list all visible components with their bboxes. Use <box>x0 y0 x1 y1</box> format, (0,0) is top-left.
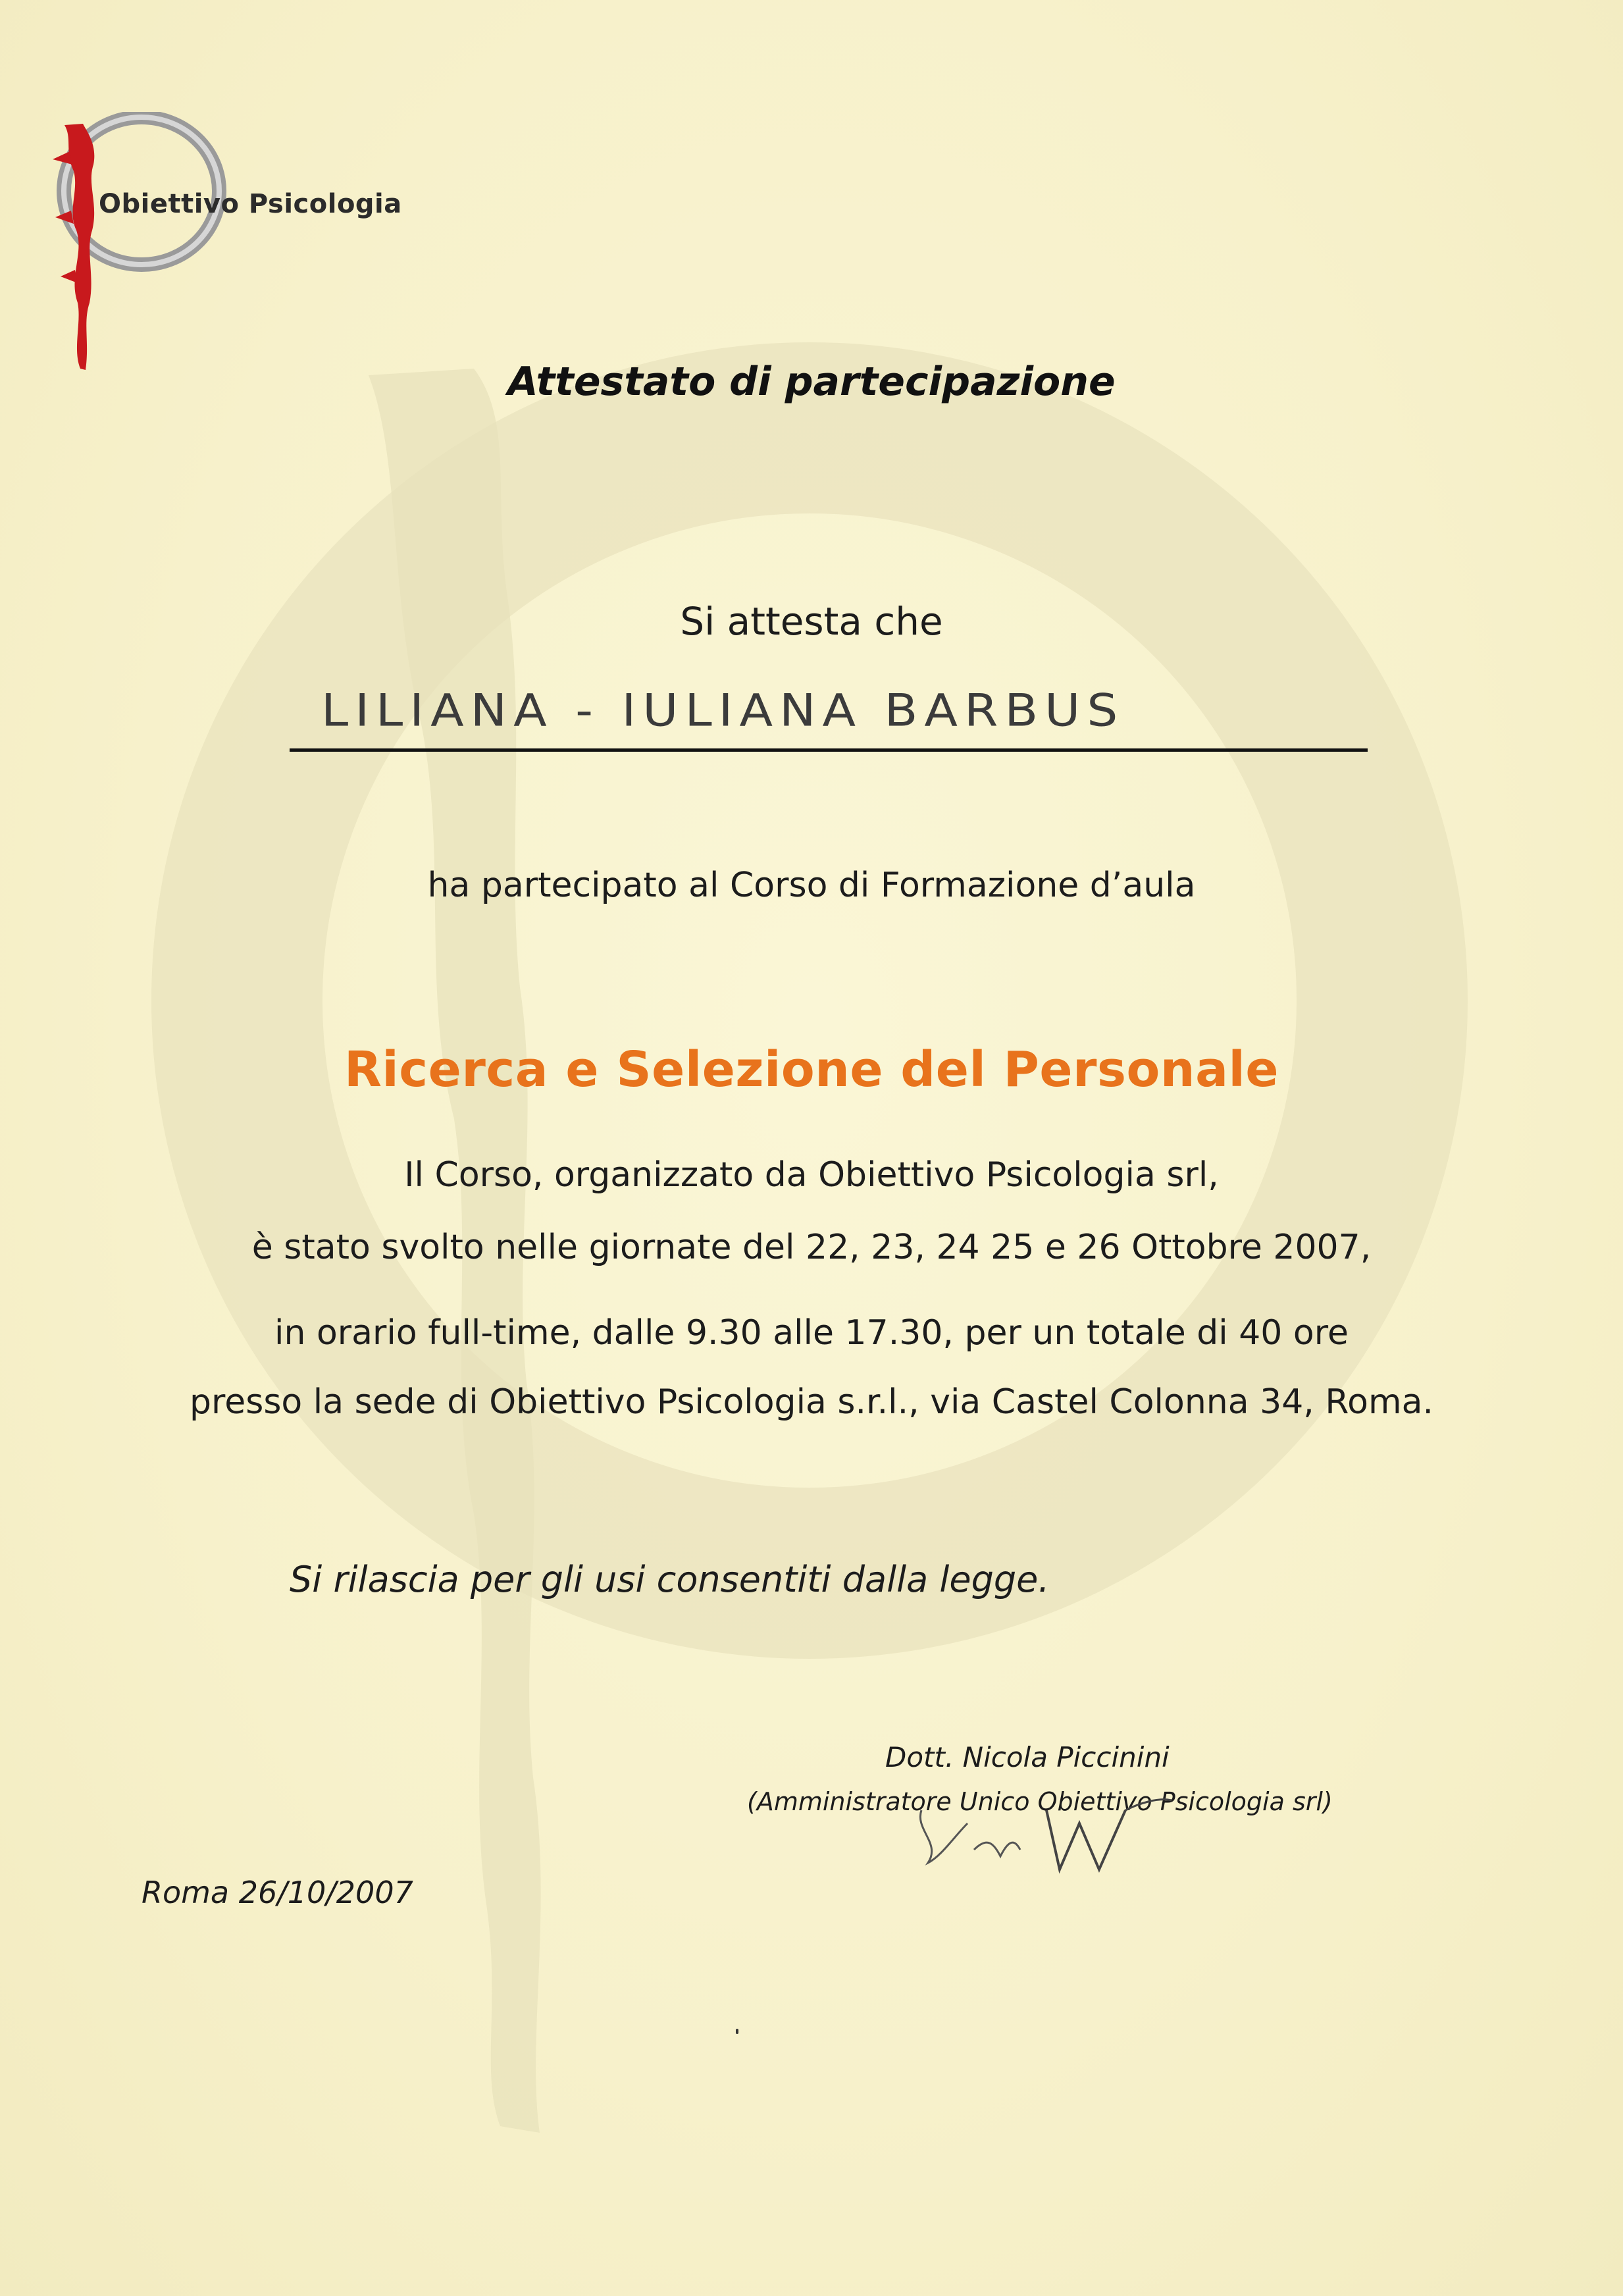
participation-line: ha partecipato al Corso di Formazione d’aula <box>427 866 1196 905</box>
handwritten-signature <box>902 1784 1178 1883</box>
paper-speck <box>736 2029 738 2034</box>
signer-name: Dott. Nicola Piccinini <box>885 1741 1170 1773</box>
signer-role: (Amministratore Unico Obiettivo Psicologia srl) <box>747 1787 1333 1816</box>
course-detail-line: Il Corso, organizzato da Obiettivo Psicologia srl, <box>404 1155 1219 1195</box>
participant-name: LILIANA - IULIANA BARBUS <box>321 685 1125 737</box>
course-detail-line: presso la sede di Obiettivo Psicologia s.r.l., via Castel Colonna 34, Roma. <box>189 1382 1434 1422</box>
place-date: Roma 26/10/2007 <box>142 1875 413 1910</box>
name-underline <box>290 748 1368 752</box>
course-detail-line: in orario full-time, dalle 9.30 alle 17.30, per un totale di 40 ore <box>274 1313 1349 1353</box>
course-title: Ricerca e Selezione del Personale <box>344 1041 1279 1098</box>
logo-text: Obiettivo Psicologia <box>99 189 402 219</box>
attesta-line: Si attesta che <box>680 599 943 644</box>
obiettivo-psicologia-logo <box>26 112 434 388</box>
course-detail-line: è stato svolto nelle giornate del 22, 23, 24 25 e 26 Ottobre 2007, <box>251 1228 1372 1267</box>
certificate-title: Attestato di partecipazione <box>507 359 1116 405</box>
usage-note: Si rilascia per gli usi consentiti dalla legge. <box>290 1559 1050 1600</box>
